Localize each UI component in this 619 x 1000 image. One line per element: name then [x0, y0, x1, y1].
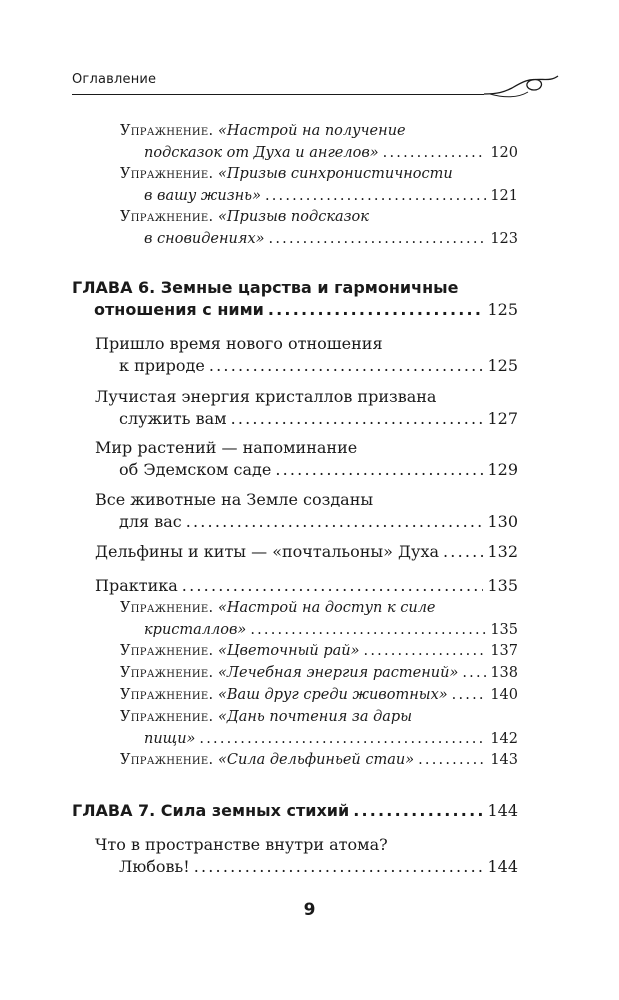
- chapter-title-line1: ГЛАВА 6. Земные царства и гармоничные: [72, 278, 459, 297]
- entry-title-line1: Пришло время нового отношения: [95, 334, 383, 353]
- toc-entry-exercise: [120, 662, 518, 684]
- page-number: 137: [490, 643, 518, 659]
- entry-title-line1: Лучистая энергия кристаллов призвана: [95, 387, 437, 406]
- page-number: 144: [487, 857, 518, 876]
- toc-entry-section: [95, 437, 518, 481]
- entry-title-line1: «Призыв синхронистичности: [218, 166, 453, 182]
- toc-entry-exercise: [120, 684, 518, 706]
- entry-title-line1: «Дань почтения за дары: [218, 709, 412, 725]
- toc-entry-exercise: [120, 206, 518, 250]
- dot-leader: [194, 856, 484, 878]
- page-number: 142: [490, 731, 518, 747]
- page-number: 120: [490, 145, 518, 161]
- toc-entry-section: [95, 575, 518, 597]
- dot-leader: [186, 511, 484, 533]
- exercise-label: Упражнение.: [120, 687, 214, 703]
- dot-leader: [231, 408, 484, 430]
- toc-entry-section: [95, 541, 518, 563]
- dot-leader: [182, 575, 484, 597]
- toc-entry-section: [95, 333, 518, 377]
- page-number: 143: [490, 752, 518, 768]
- dot-leader: [268, 299, 484, 321]
- running-header: [72, 60, 554, 100]
- page-number: 127: [487, 409, 518, 428]
- chapter-title: ГЛАВА 7. Сила земных стихий: [72, 801, 350, 820]
- page-number: 135: [487, 576, 518, 595]
- exercise-label: Упражнение.: [120, 166, 214, 182]
- entry-title-line2: пищи»: [144, 731, 196, 747]
- entry-title: Практика: [95, 576, 178, 595]
- dot-leader: [353, 800, 483, 822]
- entry-title-line2: Любовь!: [119, 857, 190, 876]
- entry-title-line1: «Настрой на доступ к силе: [218, 600, 436, 616]
- toc-entry-chapter: [72, 277, 518, 321]
- entry-title-line1: Что в пространстве внутри атома?: [95, 835, 388, 854]
- dot-leader: [452, 684, 487, 706]
- entry-title-line1: «Настрой на получение: [218, 123, 406, 139]
- dot-leader: [443, 541, 483, 563]
- entry-title: «Лечебная энергия растений»: [218, 665, 459, 681]
- entry-title-line2: служить вам: [119, 409, 227, 428]
- toc-entry-exercise: [120, 163, 518, 207]
- exercise-label: Упражнение.: [120, 643, 214, 659]
- entry-title-line2: в сновидениях»: [144, 231, 265, 247]
- entry-title: Дельфины и киты — «почтальоны» Духа: [95, 542, 440, 561]
- dot-leader: [275, 459, 483, 481]
- entry-title-line2: подсказок от Духа и ангелов»: [144, 145, 379, 161]
- page-number: 138: [490, 665, 518, 681]
- entry-title-line2: в вашу жизнь»: [144, 188, 261, 204]
- page-number: 125: [487, 356, 518, 375]
- exercise-label: Упражнение.: [120, 665, 214, 681]
- toc-entry-chapter: [72, 800, 518, 822]
- dot-leader: [250, 619, 486, 641]
- page-number: 121: [490, 188, 518, 204]
- dot-leader: [418, 749, 486, 771]
- exercise-label: Упражнение.: [120, 709, 214, 725]
- page-number: 144: [487, 801, 518, 820]
- entry-title: «Сила дельфиньей стаи»: [218, 752, 415, 768]
- toc-entry-exercise: [120, 749, 518, 771]
- dot-leader: [462, 662, 486, 684]
- toc-entry-section: [95, 489, 518, 533]
- toc-entry-exercise: [120, 597, 518, 641]
- page-number: 123: [490, 231, 518, 247]
- toc-entry-section: [95, 386, 518, 430]
- entry-title-line1: Все животные на Земле созданы: [95, 490, 374, 509]
- exercise-label: Упражнение.: [120, 600, 214, 616]
- flourish-ornament: [484, 72, 560, 102]
- dot-leader: [364, 640, 487, 662]
- page-folio: 9: [303, 900, 316, 920]
- entry-title-line2: к природе: [119, 356, 205, 375]
- toc-entry-exercise: [120, 706, 518, 750]
- header-title: Оглавление: [72, 72, 157, 87]
- page-number: 125: [487, 300, 518, 319]
- dot-leader: [269, 228, 487, 250]
- entry-title-line2: об Эдемском саде: [119, 460, 272, 479]
- entry-title-line1: «Призыв подсказок: [218, 209, 369, 225]
- page-number: 130: [487, 512, 518, 531]
- dot-leader: [199, 728, 486, 750]
- toc-entry-exercise: [120, 120, 518, 164]
- page-number: 129: [487, 460, 518, 479]
- dot-leader: [383, 142, 487, 164]
- entry-title-line2: кристаллов»: [144, 622, 247, 638]
- entry-title-line2: для вас: [119, 512, 182, 531]
- dot-leader: [209, 355, 484, 377]
- page-number: 140: [490, 687, 518, 703]
- dot-leader: [265, 185, 486, 207]
- toc-entry-section: [95, 834, 518, 878]
- exercise-label: Упражнение.: [120, 752, 214, 768]
- chapter-title-line2: отношения с ними: [94, 300, 264, 319]
- page-number: 132: [487, 542, 518, 561]
- toc-entry-exercise: [120, 640, 518, 662]
- exercise-label: Упражнение.: [120, 209, 214, 225]
- entry-title: «Ваш друг среди животных»: [218, 687, 448, 703]
- exercise-label: Упражнение.: [120, 123, 214, 139]
- header-rule: [72, 94, 484, 95]
- entry-title: «Цветочный рай»: [218, 643, 360, 659]
- entry-title-line1: Мир растений — напоминание: [95, 438, 358, 457]
- page-number: 135: [490, 622, 518, 638]
